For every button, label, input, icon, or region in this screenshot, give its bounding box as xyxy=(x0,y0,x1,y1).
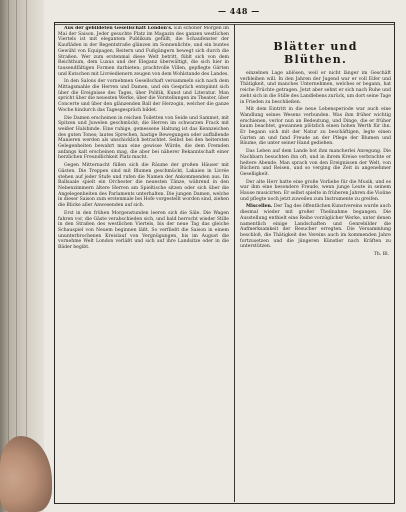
frame-top-rule xyxy=(54,22,395,23)
article-paragraph xyxy=(240,180,391,203)
article-paragraph xyxy=(58,79,229,113)
article-lead: Aus der gebildeten Gesellschaft London's. xyxy=(64,26,173,31)
binding-edge-line xyxy=(16,0,17,512)
article-text: Erst in den frühen Morgenstunden leeren sich die Säle. Die Wagen fahren vor, die Gäste verabschieden sich, und bald herrscht wieder Stille in den Straßen des westlichen Viertels, bis der neue Tag das gleiche Schauspiel von Neuem beginnen läßt. So verfließt die Saison in einem ununterbrochenen Kreislauf von Vergnügungen, bis im August die vornehme Welt London verläßt und sich auf ihre Landsitze oder in die Bäder begibt. xyxy=(58,210,229,251)
frame-bottom-rule xyxy=(54,503,395,504)
binding-edge-line xyxy=(8,0,9,512)
article-text: Gegen Mitternacht füllen sich die Räume der großen Häuser mit Gästen. Die Treppen sind mit Blumen geschmückt, Lakaien in Livrée stehen auf jeder Stufe und rufen die Namen der Ankommenden aus. Im Ballsaale spielt ein Orchester die neuesten Tänze, während in den Nebenzimmern ältere Herren am Spieltische sitzen oder sich über die Angelegenheiten des Parlaments unterhalten. Die jungen Damen, welche in dieser Saison zum erstenmale bei Hofe vorgestellt worden sind, ziehen die Blicke aller Anwesenden auf sich. xyxy=(58,163,229,209)
article-text: Die Damen erscheinen in reichen Toiletten von Seide und Sammet, mit Spitzen und Juwelen geschmückt; die Herren im schwarzen Frack mit weißer Halsbinde. Eine ruhige, gemessene Haltung ist das Kennzeichen des guten Tones; lautes Sprechen, hastige Bewegungen oder auffallende Manieren werden als unschicklich betrachtet. Selbst bei den heitersten Gelegenheiten bewahrt man eine gewisse Würde, die dem Fremden anfangs kalt erscheinen mag, die aber bei näherer Bekanntschaft einer herzlichen Freundlichkeit Platz macht. xyxy=(58,115,229,161)
article-paragraph xyxy=(58,116,229,162)
article-lead: Miscellen. xyxy=(246,204,273,210)
column-divider xyxy=(234,24,235,502)
left-column xyxy=(58,26,229,500)
right-column xyxy=(240,26,391,500)
article-text: Ein schöner Morgen im Mai der Saison. Jeder gesuchte Platz im Magazin des ganzen westlichen Viertels ist mit elegantem Publikum gefüllt, die Schaufenster der Kaufläden in der Regentstraße glänzen im Sonnenlichte, und ein buntes Gewühl von Equipagen, Reitern und Fußgängern bewegt sich durch die Straßen. Wer zum erstenmal diese Welt betritt, fühlt sich von dem Reichthum, dem Luxus und der Eleganz überwältigt, die sich hier in tausendfältigen Formen darbieten; prachtvolle Villen, gepflegte Gärten und Kutschen mit Livréedienern zeugen von dem Wohlstande des Landes. xyxy=(58,26,229,77)
section-heading: Blätter und Blüthen. xyxy=(273,40,358,66)
article-paragraph xyxy=(240,204,391,250)
article-paragraph xyxy=(58,211,229,251)
frame-left-rule xyxy=(54,22,55,504)
article-signature: Th. Bl. xyxy=(373,252,389,258)
article-text: einzelnen Lage ablösen, weil er nicht länger im Geschäft verbleiben will. In den Jahren der Jugend war er voll Eifer und Thätigkeit, und manches Unternehmen, welches er begann, hat reiche Früchte getragen. Jetzt aber sehnt er sich nach Ruhe und zieht sich in die Stille des Landlebens zurück, um dort seine Tage in Frieden zu beschließen. xyxy=(240,71,391,105)
article-text: Das Leben auf dem Lande bot ihm mancherlei Anregung. Die Nachbarn besuchten ihn oft, und in ihrem Kreise verbrachte er heitere Abende. Man sprach von den Ereignissen der Welt, von Büchern und Reisen, und so verging die Zeit in angenehmer Geselligkeit. xyxy=(240,149,391,177)
article-text: Der alte Herr hatte eine große Vorliebe für die Musik, und es war ihm eine besondere Freude, wenn junge Leute in seinem Hause musicirten. Er selbst spielte in früheren Jahren die Violine und pflegte noch jetzt zuweilen zum Instrumente zu greifen. xyxy=(240,179,391,202)
page-number: — 448 — xyxy=(218,6,260,16)
article-text: In den Salons der vornehmen Gesellschaft versammeln sich nach dem Mittagsmahle die Herren und Damen, und ein Gespräch entspinnt sich über die Ereignisse des Tages, über Politik, Kunst und Literatur. Man spricht über die neuesten Werke, über die Vorstellungen im Theater, über Concerte und über den glänzenden Ball der Herzogin, welcher die ganze Woche hindurch das Tagesgespräch bildet. xyxy=(58,79,229,113)
frame-right-rule xyxy=(394,22,395,504)
article-paragraph xyxy=(240,149,391,178)
article-paragraph xyxy=(240,71,391,105)
binding-edge-line xyxy=(26,0,27,512)
article-paragraph xyxy=(240,107,391,147)
article-text: Mit dem Eintritt in die neue Lebensperiode war auch eine Wandlung seines Wesens verbunden. Was ihm früher wichtig erschienen, verlor nun an Bedeutung, und Dinge, die er früher kaum beachtet, gewannen plötzlich einen hohen Werth für ihn. Er begann sich mit der Natur zu beschäftigen, legte einen Garten an und fand Freude an der Pflege der Blumen und Bäume, die unter seiner Hand gediehen. xyxy=(240,107,391,147)
article-paragraph xyxy=(58,26,229,77)
article-paragraph xyxy=(58,163,229,209)
article-text: Der Tag des öffentlichen Kunstvereins wurde auch diesmal wieder mit großer Theilnahme begangen. Die Ausstellung enthielt eine Reihe vorzüglicher Werke, unter denen namentlich einige Landschaften und Genrebilder die Aufmerksamkeit der Besucher erregten. Die Versammlung beschloß, die Thätigkeit des Vereins auch im kommenden Jahre fortzusetzen und die jüngeren Künstler nach Kräften zu unterstützen. xyxy=(240,204,391,250)
frame-top-rule-thin xyxy=(54,24,395,25)
